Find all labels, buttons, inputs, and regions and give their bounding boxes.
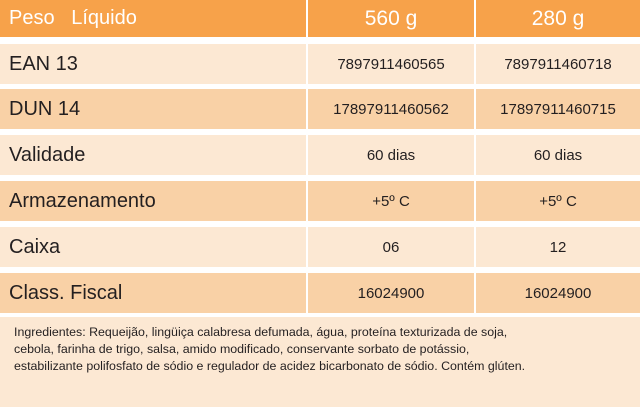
row-value-560g: 60 dias: [308, 135, 474, 175]
row-value-280g: 16024900: [476, 273, 640, 313]
row-value-560g: 06: [308, 227, 474, 267]
row-label: EAN 13: [0, 44, 306, 84]
table-row-ean13: [0, 44, 640, 84]
row-value-280g: 7897911460718: [476, 44, 640, 84]
table-row-dun14: [0, 89, 640, 129]
ingredients-line-2: cebola, farinha de trigo, salsa, amido modificado, conservante sorbato de potássio,: [14, 342, 470, 356]
table-row-class-fiscal: [0, 273, 640, 313]
header-560g: 560 g: [308, 0, 474, 37]
row-value-560g: +5º C: [308, 181, 474, 221]
row-value-280g: 17897911460715: [476, 89, 640, 129]
row-label: Validade: [0, 135, 306, 175]
table-row-validade: [0, 135, 640, 175]
row-label: Caixa: [0, 227, 306, 267]
ingredients-line-3: estabilizante polifosfato de sódio e regulador de acidez bicarbonato de sódio. Contém glúten.: [14, 359, 526, 373]
row-value-560g: 7897911460565: [308, 44, 474, 84]
row-value-280g: 60 dias: [476, 135, 640, 175]
table-header: [0, 0, 640, 37]
row-label: Armazenamento: [0, 181, 306, 221]
row-value-280g: 12: [476, 227, 640, 267]
header-280g: 280 g: [476, 0, 640, 37]
header-weight-label: Peso Líquido: [0, 0, 306, 37]
row-value-560g: 16024900: [308, 273, 474, 313]
ingredients-note: [0, 317, 640, 407]
row-label: DUN 14: [0, 89, 306, 129]
row-value-280g: +5º C: [476, 181, 640, 221]
row-value-560g: 17897911460562: [308, 89, 474, 129]
table-row-caixa: [0, 227, 640, 267]
row-label: Class. Fiscal: [0, 273, 306, 313]
table-row-armazenamento: [0, 181, 640, 221]
ingredients-line-1: Ingredientes: Requeijão, lingüiça calabresa defumada, água, proteína texturizada de soja,: [14, 325, 508, 339]
